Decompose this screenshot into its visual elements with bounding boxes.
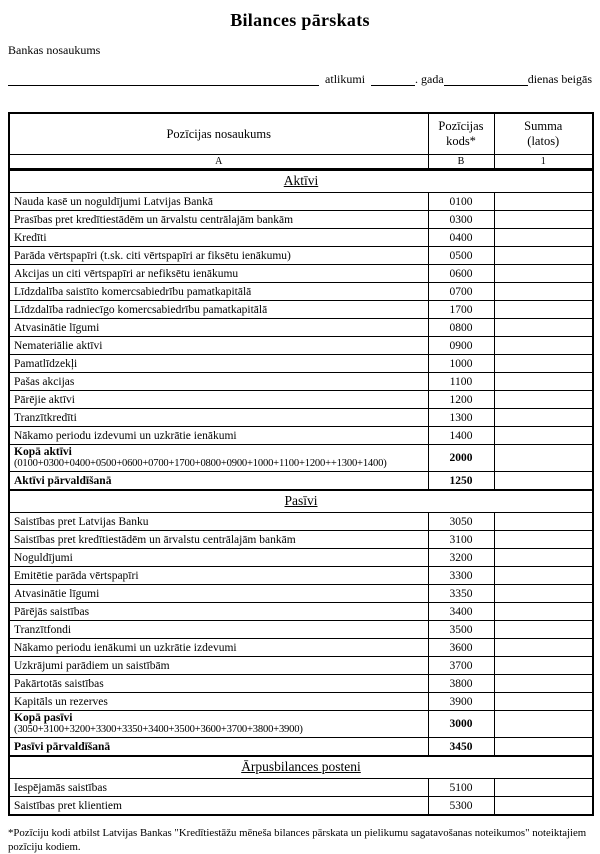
dienas-beigas-label: dienas beigās (527, 72, 592, 86)
row-label: Nauda kasē un noguldījumi Latvijas Bankā (14, 195, 213, 208)
row-sum-field (494, 513, 593, 531)
row-code: 3050 (428, 513, 494, 531)
table-row (9, 531, 593, 549)
row-sum-field (494, 472, 593, 491)
row-code: 2000 (428, 445, 494, 472)
row-label: Nākamo periodu ienākumi un uzkrātie izdevumi (14, 641, 237, 654)
col-letter-a: A (9, 155, 428, 170)
row-label-cell (9, 319, 428, 337)
day-blank-line (444, 72, 528, 86)
col-letter-b: B (428, 155, 494, 170)
row-code: 0400 (428, 229, 494, 247)
row-label-cell (9, 639, 428, 657)
row-sum-field (494, 409, 593, 427)
row-code: 3400 (428, 603, 494, 621)
row-label: Aktīvi pārvaldīšanā (14, 474, 112, 487)
table-row (9, 779, 593, 797)
table-header-row (9, 113, 593, 155)
row-sum-field (494, 211, 593, 229)
row-sum-field (494, 373, 593, 391)
row-sum-field (494, 549, 593, 567)
table-row (9, 738, 593, 757)
table-row (9, 229, 593, 247)
row-label-cell (9, 337, 428, 355)
row-label-cell (9, 513, 428, 531)
row-code: 0100 (428, 193, 494, 211)
row-sum-field (494, 531, 593, 549)
row-sum-field (494, 355, 593, 373)
row-label: Prasības pret kredītiestādēm un ārvalstu centrālajām bankām (14, 213, 294, 226)
row-label-cell (9, 265, 428, 283)
row-label-cell (9, 373, 428, 391)
year-blank-line (371, 72, 415, 86)
row-label-cell (9, 549, 428, 567)
row-label: Parāda vērtspapīri (t.sk. citi vērtspapīri ar fiksētu ienākumu) (14, 249, 291, 262)
table-row (9, 265, 593, 283)
row-label: Kapitāls un rezerves (14, 695, 108, 708)
row-label: Iespējamās saistības (14, 781, 107, 794)
row-label-cell (9, 585, 428, 603)
row-sum-field (494, 265, 593, 283)
table-row (9, 445, 593, 472)
row-code: 5100 (428, 779, 494, 797)
row-code: 3700 (428, 657, 494, 675)
row-sum-field (494, 657, 593, 675)
table-row (9, 391, 593, 409)
row-label-cell (9, 738, 428, 757)
row-label: Kopā aktīvi (14, 446, 72, 458)
row-code: 1000 (428, 355, 494, 373)
col-letter-c: 1 (494, 155, 593, 170)
row-label: Tranzītfondi (14, 623, 72, 636)
table-row (9, 585, 593, 603)
row-label: Akcijas un citi vērtspapīri ar nefiksētu ienākumu (14, 267, 239, 280)
row-label: Pašas akcijas (14, 375, 75, 388)
table-row (9, 621, 593, 639)
row-label: Atvasinātie līgumi (14, 321, 100, 334)
table-row (9, 693, 593, 711)
table-row (9, 337, 593, 355)
row-label: Pārējie aktīvi (14, 393, 75, 406)
code-header-line1: Pozīcijas (438, 119, 484, 133)
row-label-cell (9, 391, 428, 409)
row-label: Uzkrājumi parādiem un saistībām (14, 659, 170, 672)
row-sum-field (494, 247, 593, 265)
row-code: 3500 (428, 621, 494, 639)
row-code: 1100 (428, 373, 494, 391)
name-column-header: Pozīcijas nosaukums (9, 113, 428, 155)
table-row (9, 319, 593, 337)
row-label: Līdzdalība radniecīgo komercsabiedrību pamatkapitālā (14, 303, 268, 316)
row-label: Atvasinātie līgumi (14, 587, 100, 600)
section-header-row (9, 170, 593, 193)
row-sum-field (494, 427, 593, 445)
row-label-cell (9, 603, 428, 621)
row-label-cell (9, 301, 428, 319)
row-label-cell (9, 472, 428, 491)
row-code: 3350 (428, 585, 494, 603)
bank-name-label: Bankas nosaukums (8, 43, 101, 57)
row-sum-field (494, 675, 593, 693)
code-header-line2: kods* (446, 134, 476, 148)
row-code: 3600 (428, 639, 494, 657)
row-sum-field (494, 229, 593, 247)
row-label-cell (9, 797, 428, 816)
atlikumi-label: atlikumi (325, 72, 366, 86)
table-row (9, 639, 593, 657)
row-code: 1250 (428, 472, 494, 491)
footnote: *Pozīciju kodi atbilst Latvijas Bankas "Kredītiestāžu mēneša bilances pārskata un pielikumu sagatavošanas noteikumos" noteiktajiem pozīciju kodiem. (8, 827, 587, 853)
row-code: 1700 (428, 301, 494, 319)
row-code: 0500 (428, 247, 494, 265)
row-code: 3000 (428, 711, 494, 738)
row-sum-field (494, 193, 593, 211)
table-row (9, 373, 593, 391)
section-header-cell (9, 170, 593, 193)
row-code: 0700 (428, 283, 494, 301)
row-label-cell (9, 283, 428, 301)
page-title: Bilances pārskats (230, 10, 370, 30)
section-title: Pasīvi (284, 493, 318, 508)
row-code: 3800 (428, 675, 494, 693)
gada-label: . gada (415, 72, 444, 86)
code-column-header (428, 113, 494, 155)
table-row (9, 211, 593, 229)
table-row (9, 567, 593, 585)
row-label-cell (9, 355, 428, 373)
row-code: 1400 (428, 427, 494, 445)
table-row (9, 472, 593, 491)
row-label: Līdzdalība saistīto komercsabiedrību pamatkapitālā (14, 285, 252, 298)
bank-name-blank-line (8, 72, 319, 86)
balance-table (8, 112, 594, 816)
table-row (9, 283, 593, 301)
row-code: 3450 (428, 738, 494, 757)
row-label: Nemateriālie aktīvi (14, 339, 103, 352)
table-row (9, 675, 593, 693)
sum-header-line2: (latos) (527, 134, 560, 148)
row-label-cell (9, 567, 428, 585)
balance-table-body (9, 170, 593, 816)
row-code: 0900 (428, 337, 494, 355)
row-sum-field (494, 319, 593, 337)
table-row (9, 657, 593, 675)
row-label-cell (9, 247, 428, 265)
section-title: Aktīvi (283, 173, 319, 188)
row-sum-field (494, 603, 593, 621)
row-code: 1300 (428, 409, 494, 427)
row-formula: (3050+3100+3200+3300+3350+3400+3500+3600+3700+3800+3900) (14, 724, 303, 735)
row-label-cell (9, 193, 428, 211)
row-sum-field (494, 445, 593, 472)
row-sum-field (494, 693, 593, 711)
row-code: 3900 (428, 693, 494, 711)
row-label-cell (9, 211, 428, 229)
row-label-cell (9, 445, 428, 472)
row-code: 3100 (428, 531, 494, 549)
row-label-cell (9, 779, 428, 797)
row-label: Saistības pret Latvijas Banku (14, 515, 149, 528)
row-sum-field (494, 779, 593, 797)
row-sum-field (494, 391, 593, 409)
table-row (9, 409, 593, 427)
section-header-row (9, 490, 593, 513)
row-sum-field (494, 797, 593, 816)
table-row (9, 711, 593, 738)
row-label-cell (9, 531, 428, 549)
row-label: Saistības pret klientiem (14, 799, 122, 812)
row-label-cell (9, 693, 428, 711)
row-sum-field (494, 639, 593, 657)
row-sum-field (494, 621, 593, 639)
row-label-cell (9, 621, 428, 639)
sum-header-line1: Summa (524, 119, 563, 133)
section-header-cell (9, 490, 593, 513)
section-header-cell (9, 756, 593, 779)
column-letters-row (9, 155, 593, 170)
sum-column-header (494, 113, 593, 155)
row-label: Pasīvi pārvaldīšanā (14, 740, 111, 753)
row-label-cell (9, 229, 428, 247)
row-label: Nākamo periodu izdevumi un uzkrātie ienākumi (14, 429, 237, 442)
table-row (9, 797, 593, 816)
table-row (9, 193, 593, 211)
table-row (9, 247, 593, 265)
row-label-cell (9, 657, 428, 675)
row-code: 0800 (428, 319, 494, 337)
row-code: 1200 (428, 391, 494, 409)
section-title: Ārpusbilances posteni (241, 759, 361, 774)
row-label: Kredīti (14, 231, 47, 244)
row-sum-field (494, 567, 593, 585)
row-sum-field (494, 585, 593, 603)
row-code: 3200 (428, 549, 494, 567)
row-label: Noguldījumi (14, 551, 73, 564)
row-label-cell (9, 427, 428, 445)
row-label: Emitētie parāda vērtspapīri (14, 569, 139, 582)
row-sum-field (494, 738, 593, 757)
row-formula: (0100+0300+0400+0500+0600+0700+1700+0800+0900+1000+1100+1200++1300+1400) (14, 458, 387, 469)
row-code: 0300 (428, 211, 494, 229)
row-label: Pamatlīdzekļi (14, 357, 78, 370)
row-sum-field (494, 337, 593, 355)
table-row (9, 355, 593, 373)
table-row (9, 301, 593, 319)
row-label: Pārējās saistības (14, 605, 90, 618)
section-header-row (9, 756, 593, 779)
row-code: 3300 (428, 567, 494, 585)
row-code: 0600 (428, 265, 494, 283)
row-label-cell (9, 409, 428, 427)
row-sum-field (494, 283, 593, 301)
table-row (9, 603, 593, 621)
row-label-cell (9, 711, 428, 738)
row-sum-field (494, 711, 593, 738)
row-code: 5300 (428, 797, 494, 816)
period-line (8, 72, 592, 86)
row-label: Kopā pasīvi (14, 712, 73, 724)
table-row (9, 427, 593, 445)
table-row (9, 513, 593, 531)
row-label: Pakārtotās saistības (14, 677, 104, 690)
table-row (9, 549, 593, 567)
row-sum-field (494, 301, 593, 319)
row-label: Saistības pret kredītiestādēm un ārvalstu centrālajām bankām (14, 533, 296, 546)
row-label-cell (9, 675, 428, 693)
row-label: Tranzītkredīti (14, 411, 77, 424)
